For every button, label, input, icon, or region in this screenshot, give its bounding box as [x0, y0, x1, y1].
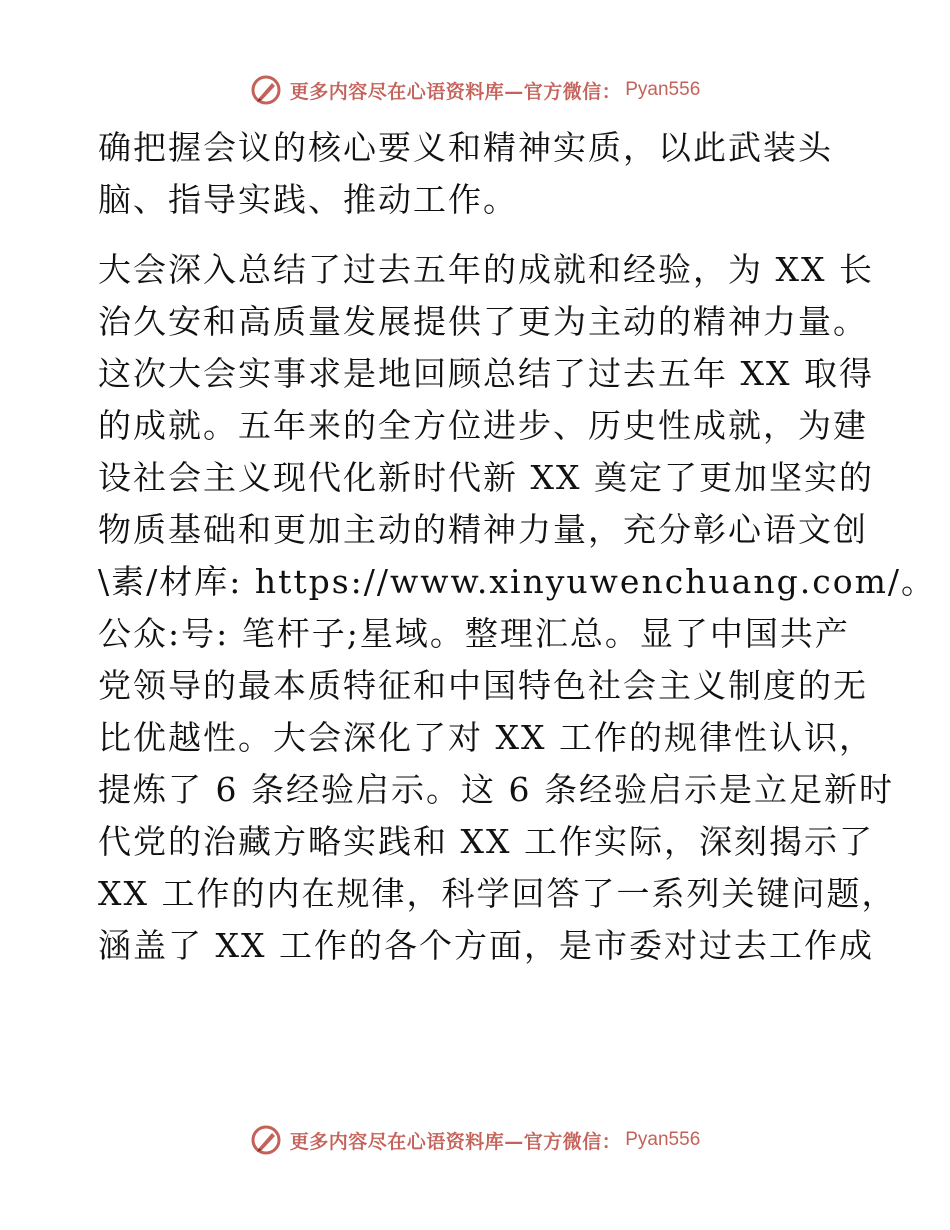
text-line: 党领导的最本质特征和中国特色社会主义制度的无: [98, 666, 868, 705]
text-line: 代党的治藏方略实践和 XX 工作实际，深刻揭示了: [98, 822, 874, 861]
banner-wechat-id: Pyan556: [625, 79, 701, 100]
text-line: \素/材库: https://www.xinyuwenchuang.com/。: [98, 562, 936, 601]
text-line: XX 工作的内在规律，科学回答了一系列关键问题，: [98, 874, 897, 913]
banner-wechat-id: Pyan556: [625, 1129, 701, 1150]
footer-banner: [0, 1120, 950, 1160]
banner-text: 更多内容尽在心语资料库—官方微信：: [289, 80, 622, 103]
text-line: 确把握会议的核心要义和精神实质，以此武装头: [98, 128, 833, 167]
text-line: 治久安和高质量发展提供了更为主动的精神力量。: [98, 302, 868, 341]
document-body: [98, 122, 936, 972]
text-line: 公众:号: 笔杆子;星域。整理汇总。显了中国共产: [98, 614, 850, 653]
text-line: 提炼了 6 条经验启示。这 6 条经验启示是立足新时: [98, 770, 894, 809]
text-line: 涵盖了 XX 工作的各个方面，是市委对过去工作成: [98, 926, 874, 965]
text-line: 比优越性。大会深化了对 XX 工作的规律性认识，: [98, 718, 874, 757]
text-line: 脑、指导实践、推动工作。: [98, 180, 518, 219]
text-line: 这次大会实事求是地回顾总结了过去五年 XX 取得: [98, 354, 874, 393]
header-banner: [0, 70, 950, 110]
paragraph-1: [98, 122, 858, 226]
text-line: 物质基础和更加主动的精神力量，充分彰心语文创: [98, 510, 868, 549]
text-line: 设社会主义现代化新时代新 XX 奠定了更加坚实的: [98, 458, 874, 497]
quill-pen-logo-icon: [250, 74, 282, 106]
text-line: 的成就。五年来的全方位进步、历史性成就，为建: [98, 406, 868, 445]
text-line: 大会深入总结了过去五年的成就和经验，为 XX 长: [98, 250, 874, 289]
paragraph-2: [98, 244, 936, 972]
quill-pen-logo-icon: [250, 1124, 282, 1156]
banner-text: 更多内容尽在心语资料库—官方微信：: [289, 1130, 622, 1153]
